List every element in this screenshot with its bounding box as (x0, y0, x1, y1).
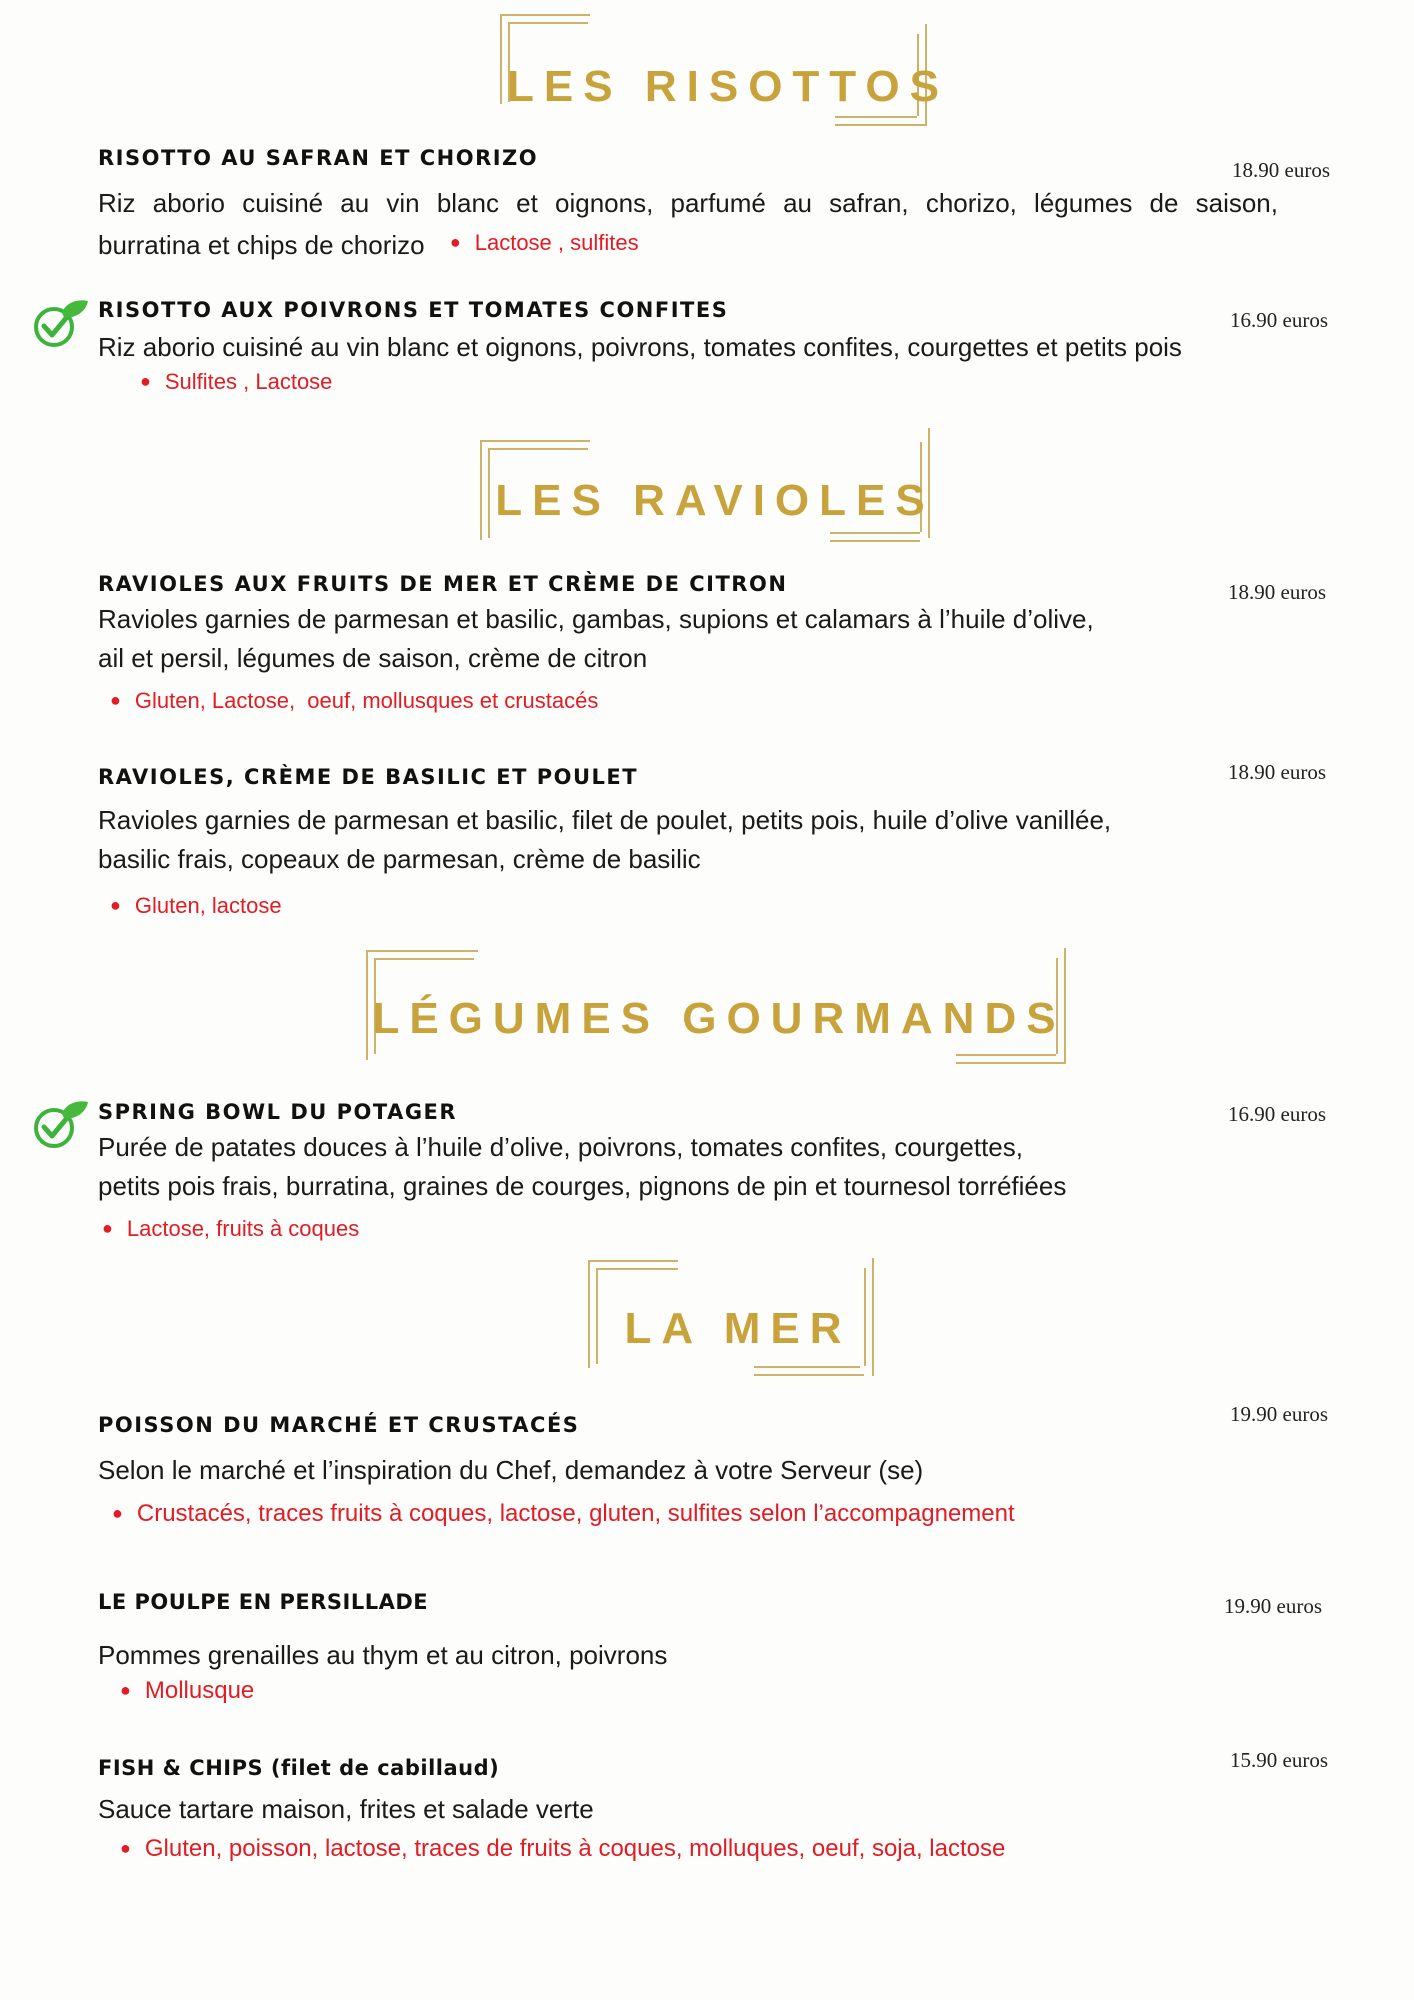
bullet-dot: ● (140, 371, 151, 391)
dish-price: 18.90 euros (1232, 158, 1330, 182)
section-header-risottos (490, 14, 950, 134)
dish-name: POISSON DU MARCHÉ ET CRUSTACÉS (98, 1413, 580, 1437)
allergen-text: Lactose , sulfites (474, 230, 639, 255)
dish-name: RAVIOLES AUX FRUITS DE MER ET CRÈME DE CITRON (98, 572, 788, 596)
dish-price: 19.90 euros (1230, 1402, 1328, 1426)
dish-description-line: Ravioles garnies de parmesan et basilic, filet de poulet, petits pois, huile d’olive vanillée, (98, 805, 1112, 835)
bullet-dot: ● (449, 232, 461, 252)
menu-item (98, 765, 1338, 919)
dish-price: 16.90 euros (1230, 308, 1328, 332)
dish-description-line: basilic frais, copeaux de parmesan, crème de basilic (98, 844, 701, 874)
menu-item (98, 1100, 1338, 1242)
dish-name: FISH & CHIPS (filet de cabillaud) (98, 1756, 500, 1780)
dish-description-line (98, 223, 1278, 265)
dish-description: Sauce tartare maison, frites et salade verte (98, 1794, 594, 1824)
section-header-mer (584, 1256, 884, 1376)
allergen-text: Gluten, lactose (134, 893, 282, 918)
bullet-dot: ● (120, 1680, 131, 1700)
dish-name: RISOTTO AU SAFRAN ET CHORIZO (98, 146, 539, 170)
dish-name: RAVIOLES, CRÈME DE BASILIC ET POULET (98, 765, 639, 789)
section-header-ravioles (470, 428, 950, 548)
menu-item (98, 298, 1338, 395)
dish-price: 15.90 euros (1230, 1748, 1328, 1772)
dish-description (98, 1128, 1338, 1206)
dish-description-line: Riz aborio cuisiné au vin blanc et oignons, parfumé au safran, chorizo, légumes de saison, (98, 188, 1278, 218)
dish-description (98, 184, 1278, 265)
allergen-text: Crustacés, traces fruits à coques, lactose, gluten, sulfites selon l’accompagnement (136, 1500, 1015, 1527)
section-header-legumes (356, 948, 1076, 1068)
section-title: LES RISOTTOS (507, 62, 949, 111)
bullet-dot: ● (112, 1503, 123, 1523)
dish-price: 18.90 euros (1228, 580, 1326, 604)
bullet-dot: ● (102, 1218, 113, 1238)
menu-item (98, 1590, 1338, 1705)
allergen-text: Lactose, fruits à coques (126, 1216, 360, 1241)
leaf-check-icon (32, 297, 90, 349)
allergen-list (98, 1500, 1338, 1528)
menu-item (98, 1756, 1338, 1863)
menu-item (98, 1413, 1338, 1528)
bullet-dot: ● (110, 690, 121, 710)
menu-item (98, 572, 1338, 714)
dish-name: SPRING BOWL DU POTAGER (98, 1100, 458, 1124)
dish-description: Riz aborio cuisiné au vin blanc et oignons, poivrons, tomates confites, courgettes et petits pois (98, 332, 1182, 362)
dish-description-line: Purée de patates douces à l’huile d’olive, poivrons, tomates confites, courgettes, (98, 1132, 1023, 1162)
dish-name: RISOTTO AUX POIVRONS ET TOMATES CONFITES (98, 298, 729, 322)
allergen-list (98, 1216, 1338, 1242)
allergen-text: Sulfites , Lactose (164, 369, 333, 394)
dish-price: 18.90 euros (1228, 760, 1326, 784)
allergen-list (98, 688, 1338, 714)
allergen-list (98, 369, 1338, 395)
bullet-dot: ● (120, 1838, 131, 1858)
dish-description-line: Ravioles garnies de parmesan et basilic, gambas, supions et calamars à l’huile d’olive, (98, 604, 1094, 634)
allergen-list (450, 230, 639, 255)
allergen-text: Mollusque (144, 1677, 255, 1704)
dish-price: 16.90 euros (1228, 1102, 1326, 1126)
allergen-list (98, 1835, 1338, 1863)
dish-description (98, 600, 1338, 678)
menu-item (98, 146, 1338, 265)
allergen-list (98, 1677, 1338, 1705)
leaf-check-icon (32, 1098, 90, 1150)
dish-description: Pommes grenailles au thym et au citron, poivrons (98, 1640, 668, 1670)
allergen-text: Gluten, Lactose, oeuf, mollusques et crustacés (134, 688, 599, 713)
dish-name: LE POULPE EN PERSILLADE (98, 1590, 429, 1614)
dish-description: Selon le marché et l’inspiration du Chef, demandez à votre Serveur (se) (98, 1455, 924, 1485)
dish-description (98, 801, 1338, 879)
dish-description-text: burratina et chips de chorizo (98, 230, 425, 260)
section-title: LA MER (624, 1304, 852, 1353)
allergen-text: Gluten, poisson, lactose, traces de fruits à coques, molluques, oeuf, soja, lactose (144, 1835, 1006, 1862)
dish-description-line: petits pois frais, burratina, graines de courges, pignons de pin et tournesol torréfiées (98, 1171, 1067, 1201)
section-title: LÉGUMES GOURMANDS (372, 994, 1066, 1043)
dish-description-line: ail et persil, légumes de saison, crème de citron (98, 643, 648, 673)
allergen-list (98, 893, 1338, 919)
bullet-dot: ● (110, 895, 121, 915)
dish-price: 19.90 euros (1224, 1594, 1322, 1618)
section-title: LES RAVIOLES (495, 476, 935, 525)
